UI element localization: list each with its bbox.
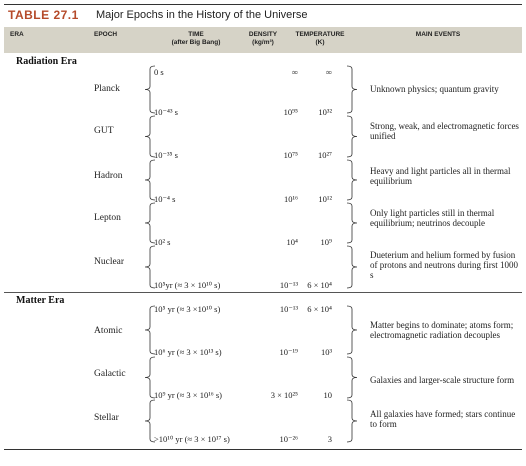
time-2: 10⁻³⁵ s [154, 150, 178, 160]
temperature-5: 6 × 10⁴ [307, 280, 332, 290]
table-title: Major Epochs in the History of the Universe [96, 9, 308, 21]
epoch-stellar: Stellar [94, 413, 119, 423]
matter-density-2: 3 × 10²⁵ [270, 390, 298, 400]
matter-temperature-3: 3 [327, 434, 332, 444]
matter-temperature-2: 10 [323, 390, 332, 400]
temperature-3: 10¹² [318, 194, 332, 204]
brace-right-hadron [347, 160, 357, 200]
matter-era-label: Matter Era [16, 295, 65, 306]
matter-time-0: 10⁵ yr (≈ 3 ×10¹⁰ s) [154, 304, 221, 314]
epoch-nuclear: Nuclear [94, 257, 125, 267]
events-planck: Unknown physics; quantum gravity [370, 84, 499, 94]
events-gut: Strong, weak, and electromagnetic forces unified [370, 121, 519, 141]
header-density-label: DENSITY [248, 31, 278, 38]
temperature-2: 10²⁷ [317, 150, 332, 160]
header-time-sub: (after Big Bang) [171, 39, 221, 46]
temperature-4: 10⁹ [320, 237, 332, 247]
radiation-era-label: Radiation Era [16, 56, 77, 67]
matter-temperature-0: 6 × 10⁴ [307, 304, 332, 314]
brace-right-gut [347, 116, 357, 157]
events-lepton: Only light particles still in thermal equilibrium; neutrinos decouple [370, 208, 495, 228]
density-1: 10⁹⁵ [283, 107, 298, 117]
epoch-planck: Planck [94, 84, 120, 94]
brace-right-planck [347, 66, 357, 113]
temperature-1: 10³² [318, 107, 332, 117]
time-1: 10⁻⁴³ s [154, 107, 178, 117]
brace-right-stellar [347, 400, 357, 442]
events-hadron: Heavy and light particles all in thermal equilibrium [370, 166, 511, 186]
brace-left-galactic [145, 357, 155, 398]
brace-right-galactic [347, 357, 357, 398]
matter-density-1: 10⁻¹⁹ [279, 347, 298, 357]
matter-time-3: >10¹⁰ yr (≈ 3 × 10¹⁷ s) [154, 434, 230, 444]
events-galactic: Galaxies and larger-scale structure form [370, 375, 515, 385]
brace-left-stellar [145, 400, 155, 442]
matter-temperature-1: 10³ [320, 347, 332, 357]
brace-right-atomic [347, 306, 357, 354]
density-0: ∞ [291, 67, 298, 77]
events-atomic: Matter begins to dominate; atoms form; electromagnetic radiation decouples [370, 320, 514, 340]
epoch-gut: GUT [94, 126, 114, 136]
temperature-0: ∞ [325, 67, 332, 77]
events-nuclear: Dueterium and helium formed by fusion of protons and neutrons during first 1000 s [370, 250, 518, 280]
matter-density-0: 10⁻¹³ [279, 304, 298, 314]
table-number: TABLE 27.1 [8, 8, 79, 22]
brace-left-lepton [145, 203, 155, 243]
epoch-hadron: Hadron [94, 171, 123, 181]
matter-density-3: 10⁻²⁶ [279, 434, 298, 444]
density-5: 10⁻¹³ [279, 280, 298, 290]
density-3: 10¹⁶ [283, 194, 298, 204]
epoch-atomic: Atomic [94, 326, 123, 336]
events-stellar: All galaxies have formed; stars continue to form [370, 409, 516, 429]
header-time-label: TIME [188, 31, 204, 38]
density-2: 10⁷⁵ [283, 150, 298, 160]
brace-right-lepton [347, 203, 357, 243]
matter-time-2: 10⁹ yr (≈ 3 × 10¹⁶ s) [154, 390, 222, 400]
header-main-events: MAIN EVENTS [415, 31, 461, 38]
epoch-galactic: Galactic [94, 369, 126, 379]
matter-time-1: 10⁶ yr (≈ 3 × 10¹³ s) [154, 347, 222, 357]
header-temperature-label: TEMPERATURE [295, 31, 345, 38]
brace-left-hadron [145, 160, 155, 200]
header-epoch: EPOCH [94, 31, 118, 38]
brace-left-nuclear [145, 246, 155, 288]
header-temperature-unit: (K) [315, 39, 325, 46]
time-3: 10⁻⁴ s [154, 194, 176, 204]
brace-right-nuclear [347, 246, 357, 288]
density-4: 10⁴ [286, 237, 298, 247]
brace-left-atomic [145, 306, 155, 354]
header-era: ERA [10, 31, 24, 38]
time-0: 0 s [154, 67, 164, 77]
epoch-lepton: Lepton [94, 213, 121, 223]
brace-left-gut [145, 116, 155, 157]
time-4: 10² s [154, 237, 171, 247]
brace-left-planck [145, 66, 155, 113]
time-5: 10⁵yr (≈ 3 × 10¹⁰ s) [154, 280, 221, 290]
header-density-unit: (kg/m³) [252, 39, 274, 46]
